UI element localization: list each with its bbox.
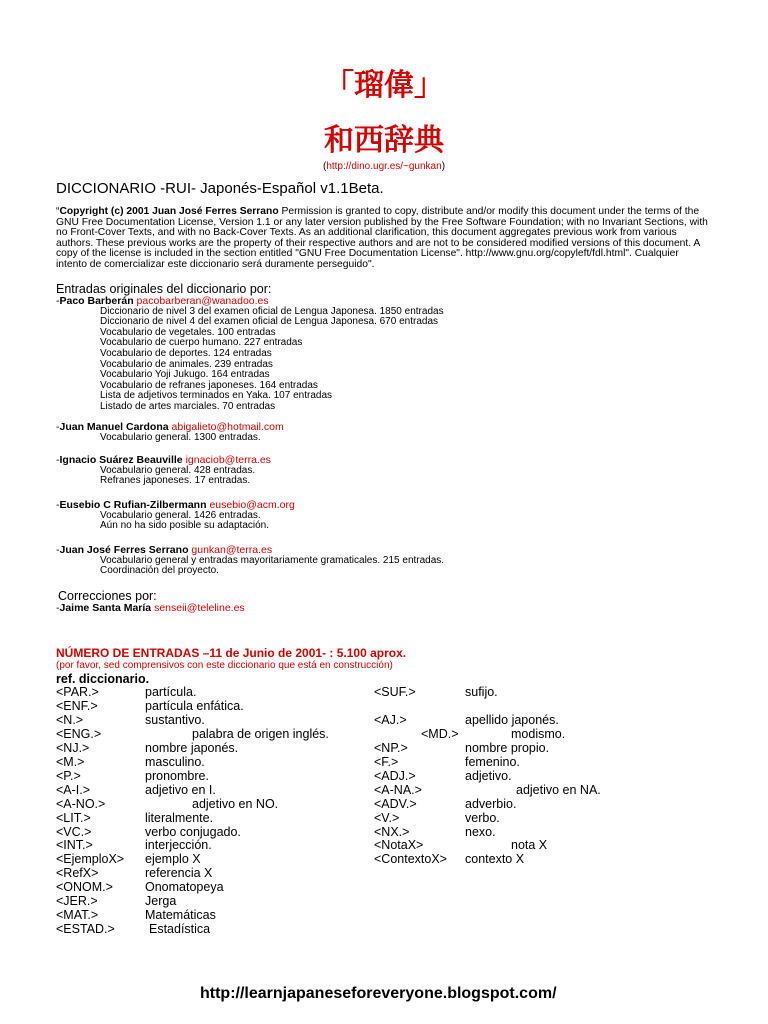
- ref-heading: ref. diccionario.: [56, 672, 150, 686]
- entries-heading: Entradas originales del diccionario por:: [56, 282, 272, 296]
- abbr-meaning: ejemplo X: [145, 852, 201, 867]
- abbr-code: <ADJ.>: [374, 768, 416, 783]
- abbr-meaning: femenino.: [465, 754, 520, 769]
- title-japanese-line1: 「瑠偉」: [324, 68, 444, 103]
- contributor-item: Vocabulario de refranes japoneses. 164 entradas: [100, 379, 318, 391]
- abbr-meaning: nombre japonés.: [145, 740, 239, 755]
- abbr-code: <A-I.>: [56, 782, 91, 797]
- abbr-meaning: verbo.: [465, 810, 500, 825]
- contributor-item: Diccionario de nivel 4 del examen oficial de Lengua Japonesa. 670 entradas: [100, 316, 439, 328]
- abbr-code: <SUF.>: [374, 685, 416, 699]
- abbr-code: <JER.>: [56, 894, 98, 909]
- title-japanese-line2: 和西辞典: [324, 123, 444, 158]
- contributor-email[interactable]: ignaciob@terra.es: [185, 454, 271, 466]
- abbr-meaning: Matemáticas: [145, 908, 216, 923]
- abbr-code: <A-NO.>: [56, 796, 106, 811]
- contributor-email[interactable]: abigalieto@hotmail.com: [171, 421, 284, 433]
- abbr-meaning: referencia X: [145, 866, 213, 881]
- contributor-item: Vocabulario de deportes. 124 entradas: [100, 347, 272, 359]
- abbr-code: <NX.>: [374, 824, 410, 839]
- corrector-email[interactable]: senseii@teleline.es: [154, 602, 245, 614]
- abbr-code: <MAT.>: [56, 908, 99, 923]
- abbr-code: <NP.>: [374, 740, 408, 755]
- abbr-code: <AJ.>: [374, 712, 407, 727]
- abbr-code: <EjemploX>: [56, 852, 125, 867]
- contributor-item: Vocabulario de animales. 239 entradas: [100, 358, 273, 370]
- abbr-code: <PAR.>: [56, 685, 99, 699]
- abbr-code: <N.>: [56, 712, 84, 727]
- abbr-code: <M.>: [56, 754, 85, 769]
- abbr-meaning: sustantivo.: [145, 712, 205, 727]
- abbr-meaning: nexo.: [465, 824, 496, 839]
- contributor-item: Coordinación del proyecto.: [100, 565, 219, 577]
- abbr-code: <VC.>: [56, 824, 92, 839]
- contributor-item: Diccionario de nivel 3 del examen oficial de Lengua Japonesa. 1850 entradas: [100, 305, 444, 317]
- abbr-code: <MD.>: [421, 726, 459, 741]
- abbr-meaning: partícula.: [145, 685, 197, 699]
- contributor-item: Vocabulario general. 1300 entradas.: [100, 431, 261, 443]
- contributor-item: Vocabulario de vegetales. 100 entradas: [100, 326, 276, 338]
- top-url-close: ): [441, 161, 446, 172]
- abbr-code: <ENG.>: [56, 726, 102, 741]
- abbr-meaning: contexto X: [465, 852, 525, 867]
- abbr-code: <NotaX>: [374, 838, 424, 853]
- abbr-code: <ESTAD.>: [56, 922, 115, 937]
- contributor-name: Paco Barberán: [59, 295, 134, 307]
- abbr-meaning: apellido japonés.: [465, 712, 559, 727]
- contributor-name: Ignacio Suárez Beauville: [59, 454, 183, 466]
- copyright-notice: [56, 207, 712, 271]
- contributor-name: Juan José Ferres Serrano: [59, 544, 189, 556]
- abbr-code: <F.>: [374, 754, 399, 769]
- abbr-meaning: masculino.: [145, 754, 205, 769]
- abbr-code: <ENF.>: [56, 698, 98, 713]
- abbr-meaning: nota X: [511, 838, 548, 853]
- top-url: [0, 161, 768, 172]
- footer-url[interactable]: http://learnjapaneseforeveryone.blogspot.com/: [200, 985, 557, 1002]
- abbr-code: <ADV.>: [374, 796, 417, 811]
- corrections-heading: Correcciones por:: [58, 589, 157, 603]
- abbr-meaning: interjección.: [145, 838, 212, 853]
- top-url-open: (: [322, 161, 327, 172]
- contributor-author: -Juan José Ferres Serrano gunkan@terra.es: [56, 544, 273, 556]
- contributor-email[interactable]: eusebio@acm.org: [209, 499, 295, 511]
- abbr-code: <V.>: [374, 810, 400, 825]
- abbr-meaning: adjetivo en I.: [145, 782, 216, 797]
- abbr-meaning: verbo conjugado.: [145, 824, 241, 839]
- abbr-meaning: adverbio.: [465, 796, 517, 811]
- contributor-email[interactable]: pacobarberan@wanadoo.es: [136, 295, 269, 307]
- contributor-item: Vocabulario Yoji Jukugo. 164 entradas: [100, 369, 270, 381]
- contributor-item: Vocabulario general. 428 entradas.: [100, 464, 256, 476]
- contributor-author: -Eusebio C Rufian-Zilbermann eusebio@acm.org: [56, 499, 295, 511]
- abbr-meaning: Jerga: [145, 894, 177, 909]
- count-heading: NÚMERO DE ENTRADAS –11 de Junio de 2001- : 5.100 aprox.: [56, 646, 407, 660]
- abbr-meaning: Onomatopeya: [145, 880, 224, 895]
- contributor-author: -Juan Manuel Cardona abigalieto@hotmail.com: [56, 421, 284, 433]
- contributor-item: Vocabulario general. 1426 entradas.: [100, 509, 261, 521]
- abbr-code: <NJ.>: [56, 740, 90, 755]
- abbr-code: <LIT.>: [56, 810, 91, 825]
- document-heading: DICCIONARIO -RUI- Japonés-Español v1.1Beta.: [56, 180, 384, 197]
- contributor-email[interactable]: gunkan@terra.es: [191, 544, 273, 556]
- abbr-code: <ContextoX>: [374, 852, 447, 867]
- contributor-item: Lista de adjetivos terminados en Yaka. 107 entradas: [100, 390, 333, 402]
- abbr-meaning: sufijo.: [465, 685, 498, 699]
- abbr-meaning: adjetivo en NA.: [516, 782, 601, 797]
- corrector: -Jaime Santa María senseii@teleline.es: [56, 602, 245, 614]
- abbr-code: <RefX>: [56, 866, 99, 881]
- contributor-author: -Ignacio Suárez Beauville ignaciob@terra.es: [56, 454, 271, 466]
- abbr-meaning: literalmente.: [145, 810, 214, 825]
- contributor-item: Refranes japoneses. 17 entradas.: [100, 475, 251, 487]
- abbr-code: <ONOM.>: [56, 880, 113, 895]
- abbr-meaning: Estadística: [149, 922, 211, 937]
- abbr-code: <A-NA.>: [374, 782, 422, 797]
- abbr-meaning: adjetivo en NO.: [192, 796, 279, 811]
- contributor-item: Vocabulario de cuerpo humano. 227 entradas: [100, 337, 303, 349]
- contributor-author: -Paco Barberán pacobarberan@wanadoo.es: [56, 295, 269, 307]
- contributor-item: Listado de artes marciales. 70 entradas: [100, 400, 276, 412]
- copyright-bold: Copyright (c) 2001 Juan José Ferres Serrano: [59, 206, 279, 217]
- corrector-name: Jaime Santa María: [59, 602, 152, 614]
- count-note: (por favor, sed comprensivos con este diccionario que está en construcción): [56, 660, 393, 671]
- abbr-code: <P.>: [56, 768, 81, 783]
- copyright-text: Permission is granted to copy, distribute and/or modify this document under the terms of the GNU Free Documentation License, Version 1.1 or any later version published by the Free Software Foundation; with no Invariant Sections, with no Front-Cover Texts, and with no Back-Cover Texts. As an additional clarification, this document aggregates previous work from various authors. These previous works are the property of their respective authors and are not to be considered modified versions of this document. A copy of the license is included in the section entitled "GNU Free Documentation License". http://www.gnu.org/copyleft/fdl.html". Cualquier intento de comercializar este diccionario será duramente perseguido".: [56, 206, 708, 270]
- open-quote: “: [56, 206, 60, 217]
- abbr-meaning: adjetivo.: [465, 768, 512, 783]
- abbr-code: <INT.>: [56, 838, 93, 853]
- top-url-link[interactable]: http://dino.ugr.es/~gunkan: [326, 161, 442, 172]
- contributor-name: Juan Manuel Cardona: [59, 421, 169, 433]
- abbr-meaning: palabra de origen inglés.: [192, 726, 329, 741]
- abbr-meaning: partícula enfática.: [145, 698, 244, 713]
- abbr-meaning: pronombre.: [145, 768, 209, 783]
- contributor-name: Eusebio C Rufian-Zilbermann: [59, 499, 207, 511]
- contributor-item: Aún no ha sido posible su adaptación.: [100, 520, 270, 532]
- contributor-item: Vocabulario general y entradas mayoritariamente gramaticales. 215 entradas.: [100, 554, 445, 566]
- abbr-meaning: nombre propio.: [465, 740, 550, 755]
- abbr-meaning: modismo.: [511, 726, 566, 741]
